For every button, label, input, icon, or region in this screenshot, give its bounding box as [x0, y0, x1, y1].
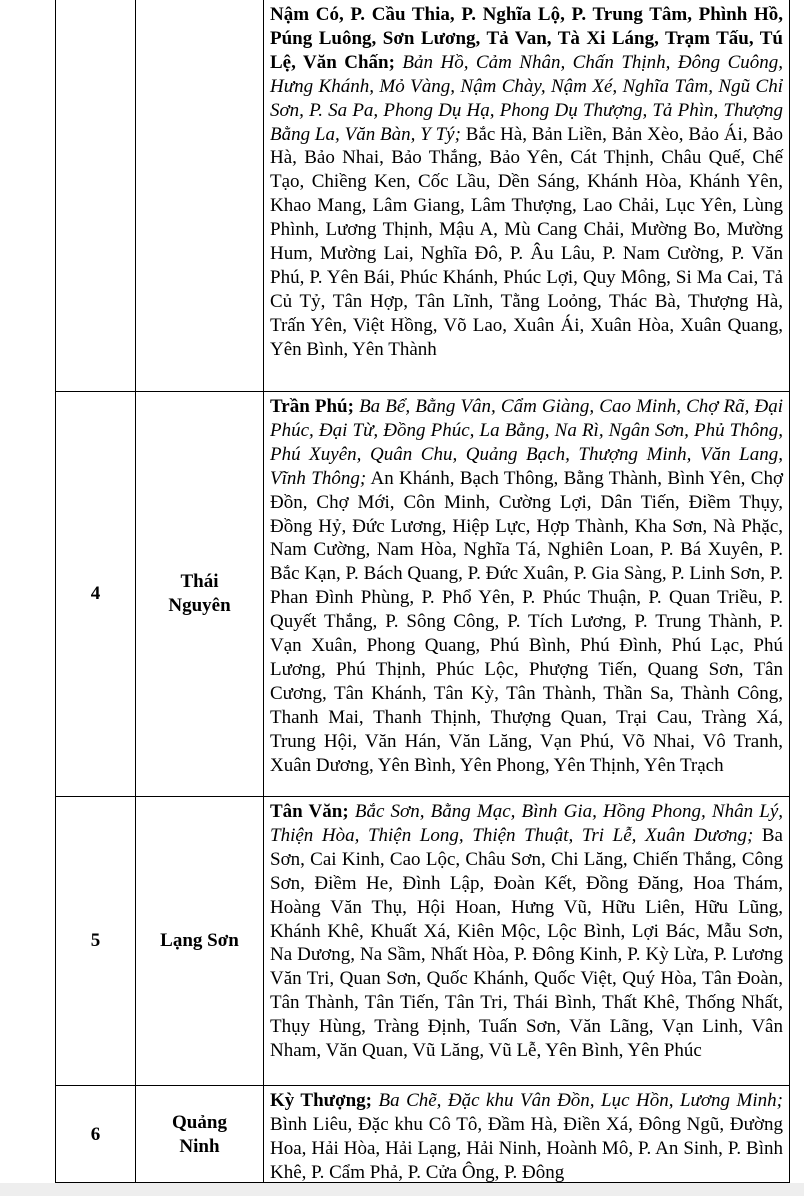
- commune-group-bold: Tân Văn;: [270, 801, 349, 822]
- province-name: Quảng Ninh: [172, 1111, 227, 1157]
- commune-group-italic: Ba Chẽ, Đặc khu Vân Đồn, Lục Hồn, Lương Minh;: [371, 1090, 783, 1111]
- row-number-cell: [56, 1086, 136, 1183]
- commune-list: [270, 1089, 783, 1183]
- province-cell: [136, 797, 264, 1085]
- table-row: [56, 0, 789, 392]
- commune-group-italic: Ba Bể, Bằng Vân, Cẩm Giàng, Cao Minh, Chợ Rã, Đại Phúc, Đại Từ, Đồng Phúc, La Bằng, Na Rì, Ngân Sơn, Phủ Thông, Phú Xuyên, Quân Chu, Quảng Bạch, Thượng Minh, Văn Lang, Vĩnh Thông;: [270, 396, 783, 489]
- commune-group-normal: Bình Liêu, Đặc khu Cô Tô, Đầm Hà, Điền Xá, Đông Ngũ, Đường Hoa, Hải Hòa, Hải Lạng, Hải Ninh, Hoành Mô, P. An Sinh, P. Bình Khê, P. Cẩm Phả, P. Cửa Ông, P. Đông: [270, 1113, 783, 1183]
- commune-group-bold: Kỳ Thượng;: [270, 1090, 372, 1111]
- commune-group-bold: Nậm Có, P. Cầu Thia, P. Nghĩa Lộ, P. Trung Tâm, Phình Hồ, Púng Luông, Sơn Lương, Tả Van, Tà Xi Láng, Trạm Tấu, Tú Lệ, Văn Chấn;: [270, 4, 783, 73]
- commune-group-normal: Bắc Hà, Bản Liền, Bản Xèo, Bảo Ái, Bảo Hà, Bảo Nhai, Bảo Thắng, Bảo Yên, Cát Thịnh, Châu Quế, Chế Tạo, Chiềng Ken, Cốc Lầu, Dền Sáng, Khánh Hòa, Khánh Yên, Khao Mang, Lâm Giang, Lâm Thượng, Lao Chải, Lục Yên, Lùng Phình, Lương Thịnh, Mậu A, Mù Cang Chải, Mường Bo, Mường Hum, Mường Lai, Nghĩa Đô, P. Âu Lâu, P. Nam Cường, P. Văn Phú, P. Yên Bái, Phúc Khánh, Phúc Lợi, Quy Mông, Si Ma Cai, Tả Củ Tỷ, Tân Hợp, Tân Lĩnh, Tằng Loỏng, Thác Bà, Thượng Hà, Trấn Yên, Việt Hồng, Võ Lao, Xuân Ái, Xuân Hòa, Xuân Quang, Yên Bình, Yên Thành: [270, 123, 784, 360]
- province-name: Lạng Sơn: [160, 930, 239, 951]
- commune-list: [270, 800, 783, 1063]
- province-cell: [136, 1086, 264, 1183]
- row-number-cell: [56, 797, 136, 1085]
- table-row: [56, 797, 789, 1086]
- page-bottom-edge: [0, 1183, 804, 1196]
- commune-group-italic: Bắc Sơn, Bằng Mạc, Bình Gia, Hồng Phong, Nhân Lý, Thiện Hòa, Thiện Long, Thiện Thuật, Tri Lễ, Xuân Dương;: [270, 801, 784, 846]
- row-number: 4: [90, 583, 101, 604]
- commune-group-normal: An Khánh, Bạch Thông, Bằng Thành, Bình Yên, Chợ Đồn, Chợ Mới, Côn Minh, Cường Lợi, Dân Tiến, Điềm Thụy, Đồng Hỷ, Đức Lương, Hiệp Lực, Hợp Thành, Kha Sơn, Nà Phặc, Nam Cường, Nam Hòa, Nghĩa Tá, Nghiên Loan, P. Bá Xuyên, P. Bắc Kạn, P. Bách Quang, P. Đức Xuân, P. Gia Sàng, P. Linh Sơn, P. Phan Đình Phùng, P. Phổ Yên, P. Phúc Thuận, P. Quan Triều, P. Quyết Thắng, P. Sông Công, P. Tích Lương, P. Trung Thành, P. Vạn Xuân, Phong Quang, Phú Bình, Phú Đình, Phú Lạc, Phú Lương, Phú Thịnh, Phúc Lộc, Phượng Tiến, Quang Sơn, Tân Cương, Tân Khánh, Tân Kỳ, Tân Thành, Thần Sa, Thành Công, Thanh Mai, Thanh Thịnh, Thượng Quan, Trại Cau, Tràng Xá, Trung Hội, Văn Hán, Văn Lăng, Vạn Phú, Võ Nhai, Vô Tranh, Xuân Dương, Yên Bình, Yên Phong, Yên Thịnh, Yên Trạch: [270, 467, 783, 776]
- province-cell: [136, 392, 264, 796]
- row-number: 5: [90, 930, 101, 951]
- row-number-cell: [56, 392, 136, 796]
- commune-list-cell: [264, 1086, 789, 1183]
- commune-group-italic: Bản Hồ, Cảm Nhân, Chấn Thịnh, Đông Cuông, Hưng Khánh, Mỏ Vàng, Nậm Chày, Nậm Xé, Nghĩa Tâm, Ngũ Chỉ Sơn, P. Sa Pa, Phong Dụ Hạ, Phong Dụ Thượng, Tả Phìn, Thượng Bằng La, Văn Bàn, Y Tý;: [270, 51, 784, 145]
- table-row: [56, 1086, 789, 1183]
- row-number: 6: [90, 1123, 101, 1145]
- province-table: [55, 0, 790, 1183]
- commune-list-cell: [264, 0, 789, 391]
- commune-list-cell: [264, 392, 789, 796]
- province-name: Thái Nguyên: [168, 571, 231, 616]
- table-row: [56, 392, 789, 797]
- commune-group-normal: Ba Sơn, Cai Kinh, Cao Lộc, Châu Sơn, Chi Lăng, Chiến Thắng, Công Sơn, Điềm He, Đình Lập, Đoàn Kết, Đồng Đăng, Hoa Thám, Hoàng Văn Thụ, Hội Hoan, Hưng Vũ, Hữu Liên, Hữu Lũng, Khánh Khê, Khuất Xá, Kiên Mộc, Lộc Bình, Lợi Bác, Mẫu Sơn, Na Dương, Na Sầm, Nhất Hòa, P. Đông Kinh, P. Kỳ Lừa, P. Lương Văn Tri, Quan Sơn, Quốc Khánh, Quốc Việt, Quý Hòa, Tân Đoàn, Tân Thành, Tân Tiến, Tân Tri, Thái Bình, Thất Khê, Thống Nhất, Thụy Hùng, Tràng Định, Tuấn Sơn, Văn Lãng, Vạn Linh, Vân Nham, Văn Quan, Vũ Lăng, Vũ Lễ, Yên Bình, Yên Phúc: [270, 824, 783, 1062]
- commune-group-bold: Trần Phú;: [270, 396, 354, 417]
- commune-list-cell: [264, 797, 789, 1085]
- commune-list: [270, 395, 783, 778]
- commune-list: [270, 3, 783, 362]
- province-cell: [136, 0, 264, 391]
- row-number-cell: [56, 0, 136, 391]
